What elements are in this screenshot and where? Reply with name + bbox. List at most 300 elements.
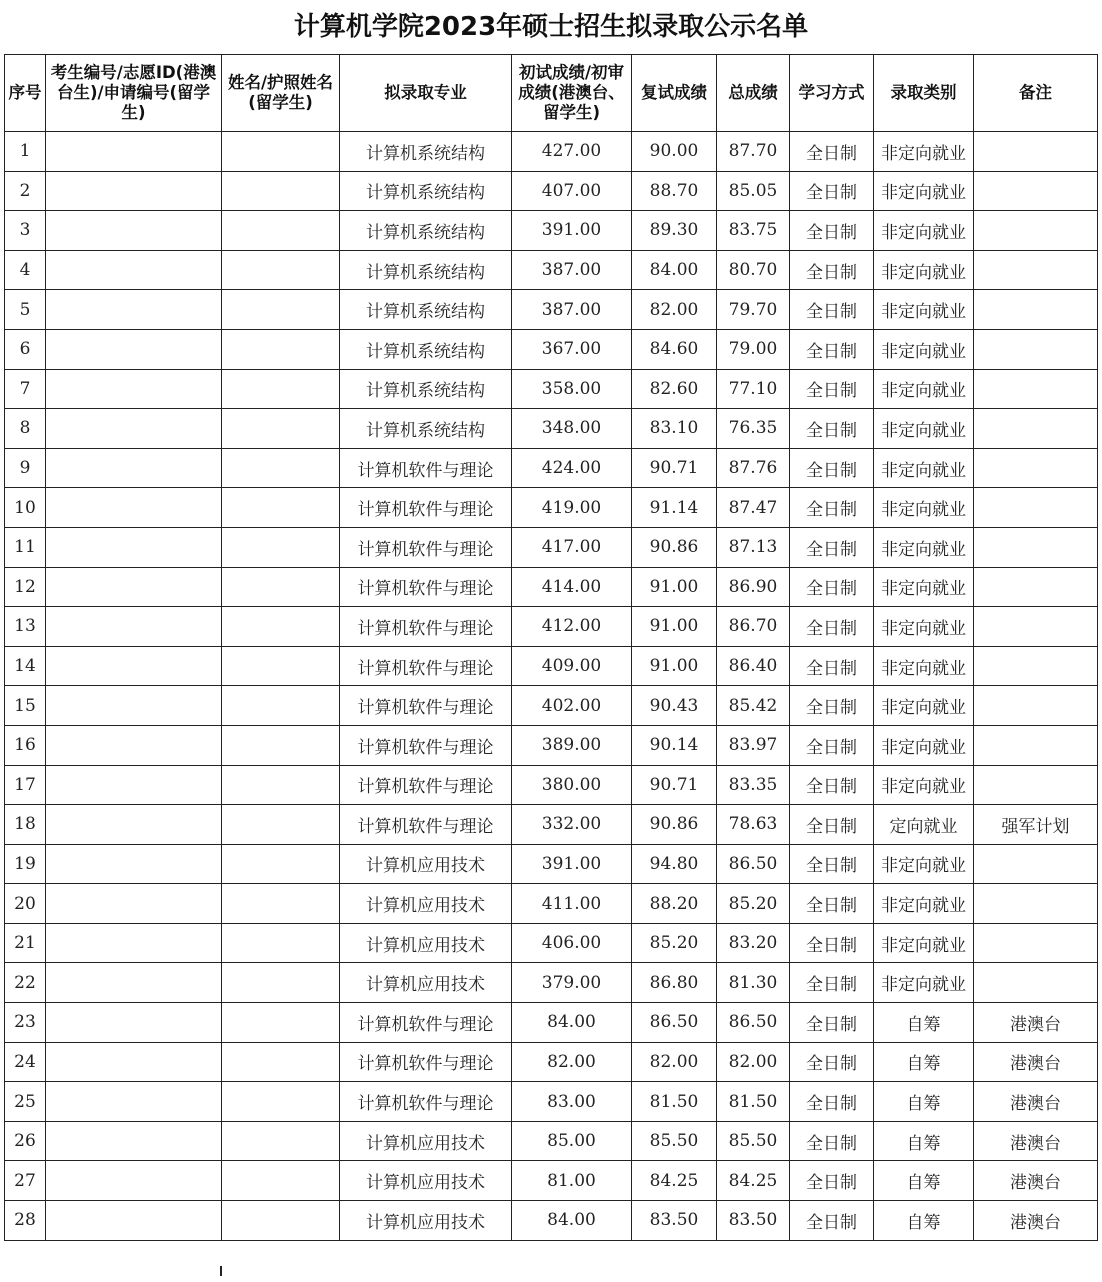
table-row: [5, 1161, 1098, 1201]
candidate-id-cell: [46, 211, 222, 251]
row-seq: 15: [5, 686, 46, 726]
total-score-cell: 79.70: [717, 290, 790, 330]
major-cell: 计算机软件与理论: [340, 527, 512, 567]
initial-score-cell: 379.00: [512, 963, 632, 1003]
name-cell: [222, 409, 340, 449]
row-seq: 6: [5, 329, 46, 369]
initial-score-cell: 419.00: [512, 488, 632, 528]
admission-category-cell: 非定向就业: [874, 884, 974, 924]
note-cell: [974, 765, 1098, 805]
study-mode-cell: 全日制: [790, 884, 874, 924]
name-cell: [222, 448, 340, 488]
study-mode-cell: 全日制: [790, 409, 874, 449]
note-cell: [974, 211, 1098, 251]
retest-score-cell: 82.00: [632, 1042, 717, 1082]
study-mode-cell: 全日制: [790, 211, 874, 251]
admission-category-cell: 非定向就业: [874, 607, 974, 647]
table-row: [5, 211, 1098, 251]
retest-score-cell: 83.10: [632, 409, 717, 449]
row-seq: 20: [5, 884, 46, 924]
note-cell: [974, 607, 1098, 647]
study-mode-cell: 全日制: [790, 567, 874, 607]
study-mode-cell: 全日制: [790, 923, 874, 963]
retest-score-cell: 91.14: [632, 488, 717, 528]
major-cell: 计算机系统结构: [340, 329, 512, 369]
table-row: [5, 329, 1098, 369]
table-row: [5, 369, 1098, 409]
initial-score-cell: 358.00: [512, 369, 632, 409]
candidate-id-cell: [46, 448, 222, 488]
initial-score-cell: 427.00: [512, 132, 632, 172]
initial-score-cell: 82.00: [512, 1042, 632, 1082]
row-seq: 13: [5, 607, 46, 647]
total-score-cell: 83.97: [717, 725, 790, 765]
note-cell: 强军计划: [974, 805, 1098, 845]
table-row: [5, 765, 1098, 805]
initial-score-cell: 391.00: [512, 211, 632, 251]
note-cell: [974, 646, 1098, 686]
major-cell: 计算机软件与理论: [340, 1042, 512, 1082]
study-mode-cell: 全日制: [790, 1121, 874, 1161]
major-cell: 计算机软件与理论: [340, 765, 512, 805]
major-cell: 计算机系统结构: [340, 171, 512, 211]
name-cell: [222, 1003, 340, 1043]
retest-score-cell: 85.20: [632, 923, 717, 963]
study-mode-cell: 全日制: [790, 646, 874, 686]
name-cell: [222, 607, 340, 647]
initial-score-cell: 407.00: [512, 171, 632, 211]
major-cell: 计算机软件与理论: [340, 567, 512, 607]
major-cell: 计算机软件与理论: [340, 686, 512, 726]
note-cell: [974, 409, 1098, 449]
note-cell: [974, 488, 1098, 528]
initial-score-cell: 402.00: [512, 686, 632, 726]
admission-category-cell: 非定向就业: [874, 923, 974, 963]
initial-score-cell: 417.00: [512, 527, 632, 567]
study-mode-cell: 全日制: [790, 527, 874, 567]
table-row: [5, 132, 1098, 172]
total-score-cell: 83.20: [717, 923, 790, 963]
major-cell: 计算机系统结构: [340, 250, 512, 290]
total-score-cell: 86.70: [717, 607, 790, 647]
name-cell: [222, 171, 340, 211]
row-seq: 23: [5, 1003, 46, 1043]
admission-category-cell: 自筹: [874, 1003, 974, 1043]
row-seq: 7: [5, 369, 46, 409]
major-cell: 计算机应用技术: [340, 963, 512, 1003]
initial-score-cell: 387.00: [512, 290, 632, 330]
table-row: [5, 171, 1098, 211]
header-study-mode: 学习方式: [790, 55, 874, 132]
admission-category-cell: 非定向就业: [874, 448, 974, 488]
retest-score-cell: 90.71: [632, 448, 717, 488]
initial-score-cell: 84.00: [512, 1201, 632, 1241]
table-row: [5, 290, 1098, 330]
retest-score-cell: 90.00: [632, 132, 717, 172]
study-mode-cell: 全日制: [790, 1201, 874, 1241]
candidate-id-cell: [46, 1121, 222, 1161]
row-seq: 4: [5, 250, 46, 290]
study-mode-cell: 全日制: [790, 844, 874, 884]
major-cell: 计算机系统结构: [340, 409, 512, 449]
row-seq: 27: [5, 1161, 46, 1201]
note-cell: [974, 725, 1098, 765]
major-cell: 计算机软件与理论: [340, 805, 512, 845]
row-seq: 3: [5, 211, 46, 251]
total-score-cell: 83.75: [717, 211, 790, 251]
name-cell: [222, 844, 340, 884]
total-score-cell: 85.50: [717, 1121, 790, 1161]
study-mode-cell: 全日制: [790, 369, 874, 409]
major-cell: 计算机应用技术: [340, 1121, 512, 1161]
major-cell: 计算机软件与理论: [340, 725, 512, 765]
name-cell: [222, 527, 340, 567]
retest-score-cell: 94.80: [632, 844, 717, 884]
retest-score-cell: 89.30: [632, 211, 717, 251]
name-cell: [222, 884, 340, 924]
initial-score-cell: 83.00: [512, 1082, 632, 1122]
table-row: [5, 527, 1098, 567]
total-score-cell: 81.50: [717, 1082, 790, 1122]
retest-score-cell: 90.86: [632, 527, 717, 567]
admission-category-cell: 非定向就业: [874, 369, 974, 409]
table-row: [5, 884, 1098, 924]
total-score-cell: 87.13: [717, 527, 790, 567]
name-cell: [222, 963, 340, 1003]
study-mode-cell: 全日制: [790, 250, 874, 290]
name-cell: [222, 1042, 340, 1082]
admission-table: [4, 54, 1098, 1241]
table-row: [5, 844, 1098, 884]
total-score-cell: 86.50: [717, 844, 790, 884]
row-seq: 11: [5, 527, 46, 567]
major-cell: 计算机软件与理论: [340, 1082, 512, 1122]
candidate-id-cell: [46, 923, 222, 963]
candidate-id-cell: [46, 488, 222, 528]
candidate-id-cell: [46, 844, 222, 884]
table-row: [5, 923, 1098, 963]
admission-category-cell: 非定向就业: [874, 646, 974, 686]
major-cell: 计算机软件与理论: [340, 607, 512, 647]
row-seq: 10: [5, 488, 46, 528]
name-cell: [222, 488, 340, 528]
note-cell: 港澳台: [974, 1201, 1098, 1241]
table-row: [5, 1082, 1098, 1122]
initial-score-cell: 85.00: [512, 1121, 632, 1161]
total-score-cell: 79.00: [717, 329, 790, 369]
initial-score-cell: 424.00: [512, 448, 632, 488]
row-seq: 5: [5, 290, 46, 330]
candidate-id-cell: [46, 1201, 222, 1241]
retest-score-cell: 91.00: [632, 646, 717, 686]
candidate-id-cell: [46, 250, 222, 290]
header-name: 姓名/护照姓名(留学生): [222, 55, 340, 132]
candidate-id-cell: [46, 725, 222, 765]
total-score-cell: 83.35: [717, 765, 790, 805]
major-cell: 计算机软件与理论: [340, 448, 512, 488]
retest-score-cell: 84.25: [632, 1161, 717, 1201]
table-row: [5, 725, 1098, 765]
admission-category-cell: 自筹: [874, 1121, 974, 1161]
candidate-id-cell: [46, 132, 222, 172]
name-cell: [222, 646, 340, 686]
study-mode-cell: 全日制: [790, 1003, 874, 1043]
row-seq: 1: [5, 132, 46, 172]
study-mode-cell: 全日制: [790, 448, 874, 488]
admission-category-cell: 自筹: [874, 1201, 974, 1241]
note-cell: [974, 329, 1098, 369]
table-row: [5, 963, 1098, 1003]
row-seq: 14: [5, 646, 46, 686]
note-cell: [974, 923, 1098, 963]
header-admission-category: 录取类别: [874, 55, 974, 132]
retest-score-cell: 90.71: [632, 765, 717, 805]
table-row: [5, 567, 1098, 607]
initial-score-cell: 387.00: [512, 250, 632, 290]
name-cell: [222, 290, 340, 330]
note-cell: [974, 250, 1098, 290]
header-row: [5, 55, 1098, 132]
table-row: [5, 250, 1098, 290]
admission-category-cell: 非定向就业: [874, 409, 974, 449]
name-cell: [222, 686, 340, 726]
retest-score-cell: 88.20: [632, 884, 717, 924]
row-seq: 26: [5, 1121, 46, 1161]
header-note: 备注: [974, 55, 1098, 132]
initial-score-cell: 367.00: [512, 329, 632, 369]
table-row: [5, 1201, 1098, 1241]
candidate-id-cell: [46, 290, 222, 330]
candidate-id-cell: [46, 646, 222, 686]
total-score-cell: 85.42: [717, 686, 790, 726]
major-cell: 计算机应用技术: [340, 884, 512, 924]
name-cell: [222, 132, 340, 172]
candidate-id-cell: [46, 527, 222, 567]
table-row: [5, 1042, 1098, 1082]
note-cell: [974, 448, 1098, 488]
name-cell: [222, 725, 340, 765]
column-divider-mark: [220, 1266, 222, 1276]
name-cell: [222, 211, 340, 251]
note-cell: 港澳台: [974, 1121, 1098, 1161]
total-score-cell: 82.00: [717, 1042, 790, 1082]
table-row: [5, 1003, 1098, 1043]
candidate-id-cell: [46, 1161, 222, 1201]
initial-score-cell: 409.00: [512, 646, 632, 686]
total-score-cell: 86.90: [717, 567, 790, 607]
row-seq: 22: [5, 963, 46, 1003]
major-cell: 计算机应用技术: [340, 923, 512, 963]
total-score-cell: 84.25: [717, 1161, 790, 1201]
total-score-cell: 78.63: [717, 805, 790, 845]
total-score-cell: 76.35: [717, 409, 790, 449]
major-cell: 计算机软件与理论: [340, 1003, 512, 1043]
major-cell: 计算机系统结构: [340, 290, 512, 330]
study-mode-cell: 全日制: [790, 765, 874, 805]
major-cell: 计算机系统结构: [340, 132, 512, 172]
header-seq: 序号: [5, 55, 46, 132]
total-score-cell: 86.40: [717, 646, 790, 686]
initial-score-cell: 414.00: [512, 567, 632, 607]
retest-score-cell: 91.00: [632, 607, 717, 647]
study-mode-cell: 全日制: [790, 725, 874, 765]
name-cell: [222, 1082, 340, 1122]
table-row: [5, 686, 1098, 726]
admission-category-cell: 非定向就业: [874, 844, 974, 884]
admission-category-cell: 自筹: [874, 1082, 974, 1122]
admission-category-cell: 自筹: [874, 1042, 974, 1082]
retest-score-cell: 90.43: [632, 686, 717, 726]
retest-score-cell: 84.00: [632, 250, 717, 290]
retest-score-cell: 91.00: [632, 567, 717, 607]
row-seq: 17: [5, 765, 46, 805]
initial-score-cell: 348.00: [512, 409, 632, 449]
candidate-id-cell: [46, 567, 222, 607]
name-cell: [222, 567, 340, 607]
initial-score-cell: 84.00: [512, 1003, 632, 1043]
retest-score-cell: 83.50: [632, 1201, 717, 1241]
candidate-id-cell: [46, 765, 222, 805]
table-body: [5, 132, 1098, 1241]
study-mode-cell: 全日制: [790, 171, 874, 211]
name-cell: [222, 1161, 340, 1201]
initial-score-cell: 389.00: [512, 725, 632, 765]
candidate-id-cell: [46, 171, 222, 211]
total-score-cell: 83.50: [717, 1201, 790, 1241]
major-cell: 计算机系统结构: [340, 211, 512, 251]
note-cell: [974, 567, 1098, 607]
study-mode-cell: 全日制: [790, 963, 874, 1003]
study-mode-cell: 全日制: [790, 1042, 874, 1082]
admission-category-cell: 非定向就业: [874, 171, 974, 211]
note-cell: [974, 132, 1098, 172]
admission-category-cell: 非定向就业: [874, 765, 974, 805]
name-cell: [222, 250, 340, 290]
candidate-id-cell: [46, 409, 222, 449]
note-cell: 港澳台: [974, 1003, 1098, 1043]
header-major: 拟录取专业: [340, 55, 512, 132]
name-cell: [222, 329, 340, 369]
name-cell: [222, 1201, 340, 1241]
candidate-id-cell: [46, 884, 222, 924]
row-seq: 25: [5, 1082, 46, 1122]
note-cell: [974, 884, 1098, 924]
candidate-id-cell: [46, 369, 222, 409]
row-seq: 24: [5, 1042, 46, 1082]
admission-category-cell: 非定向就业: [874, 963, 974, 1003]
name-cell: [222, 805, 340, 845]
header-total-score: 总成绩: [717, 55, 790, 132]
admission-category-cell: 非定向就业: [874, 250, 974, 290]
retest-score-cell: 86.80: [632, 963, 717, 1003]
initial-score-cell: 411.00: [512, 884, 632, 924]
row-seq: 12: [5, 567, 46, 607]
candidate-id-cell: [46, 1003, 222, 1043]
total-score-cell: 85.20: [717, 884, 790, 924]
retest-score-cell: 90.14: [632, 725, 717, 765]
document-title: 计算机学院2023年硕士招生拟录取公示名单: [293, 12, 809, 42]
major-cell: 计算机软件与理论: [340, 646, 512, 686]
major-cell: 计算机应用技术: [340, 1161, 512, 1201]
table-row: [5, 646, 1098, 686]
major-cell: 计算机应用技术: [340, 844, 512, 884]
note-cell: [974, 171, 1098, 211]
table-row: [5, 805, 1098, 845]
study-mode-cell: 全日制: [790, 1161, 874, 1201]
candidate-id-cell: [46, 805, 222, 845]
candidate-id-cell: [46, 329, 222, 369]
retest-score-cell: 81.50: [632, 1082, 717, 1122]
note-cell: [974, 844, 1098, 884]
row-seq: 18: [5, 805, 46, 845]
total-score-cell: 87.47: [717, 488, 790, 528]
note-cell: 港澳台: [974, 1082, 1098, 1122]
initial-score-cell: 380.00: [512, 765, 632, 805]
admission-category-cell: 非定向就业: [874, 290, 974, 330]
header-candidate-id: 考生编号/志愿ID(港澳台生)/申请编号(留学生): [46, 55, 222, 132]
admission-category-cell: 定向就业: [874, 805, 974, 845]
candidate-id-cell: [46, 686, 222, 726]
study-mode-cell: 全日制: [790, 329, 874, 369]
note-cell: [974, 369, 1098, 409]
table-row: [5, 607, 1098, 647]
initial-score-cell: 412.00: [512, 607, 632, 647]
candidate-id-cell: [46, 607, 222, 647]
table-row: [5, 409, 1098, 449]
retest-score-cell: 86.50: [632, 1003, 717, 1043]
retest-score-cell: 88.70: [632, 171, 717, 211]
note-cell: 港澳台: [974, 1161, 1098, 1201]
admission-category-cell: 非定向就业: [874, 132, 974, 172]
initial-score-cell: 332.00: [512, 805, 632, 845]
study-mode-cell: 全日制: [790, 686, 874, 726]
note-cell: [974, 686, 1098, 726]
retest-score-cell: 90.86: [632, 805, 717, 845]
candidate-id-cell: [46, 1042, 222, 1082]
table-row: [5, 488, 1098, 528]
admission-category-cell: 非定向就业: [874, 567, 974, 607]
major-cell: 计算机应用技术: [340, 1201, 512, 1241]
admission-category-cell: 自筹: [874, 1161, 974, 1201]
table-row: [5, 1121, 1098, 1161]
row-seq: 9: [5, 448, 46, 488]
admission-category-cell: 非定向就业: [874, 686, 974, 726]
total-score-cell: 86.50: [717, 1003, 790, 1043]
total-score-cell: 87.76: [717, 448, 790, 488]
total-score-cell: 80.70: [717, 250, 790, 290]
name-cell: [222, 765, 340, 805]
total-score-cell: 87.70: [717, 132, 790, 172]
retest-score-cell: 84.60: [632, 329, 717, 369]
admission-category-cell: 非定向就业: [874, 488, 974, 528]
admission-category-cell: 非定向就业: [874, 725, 974, 765]
study-mode-cell: 全日制: [790, 805, 874, 845]
retest-score-cell: 82.60: [632, 369, 717, 409]
note-cell: 港澳台: [974, 1042, 1098, 1082]
name-cell: [222, 369, 340, 409]
major-cell: 计算机系统结构: [340, 369, 512, 409]
candidate-id-cell: [46, 963, 222, 1003]
admission-category-cell: 非定向就业: [874, 527, 974, 567]
row-seq: 16: [5, 725, 46, 765]
admission-category-cell: 非定向就业: [874, 329, 974, 369]
row-seq: 21: [5, 923, 46, 963]
total-score-cell: 81.30: [717, 963, 790, 1003]
study-mode-cell: 全日制: [790, 1082, 874, 1122]
name-cell: [222, 923, 340, 963]
table-row: [5, 448, 1098, 488]
note-cell: [974, 290, 1098, 330]
